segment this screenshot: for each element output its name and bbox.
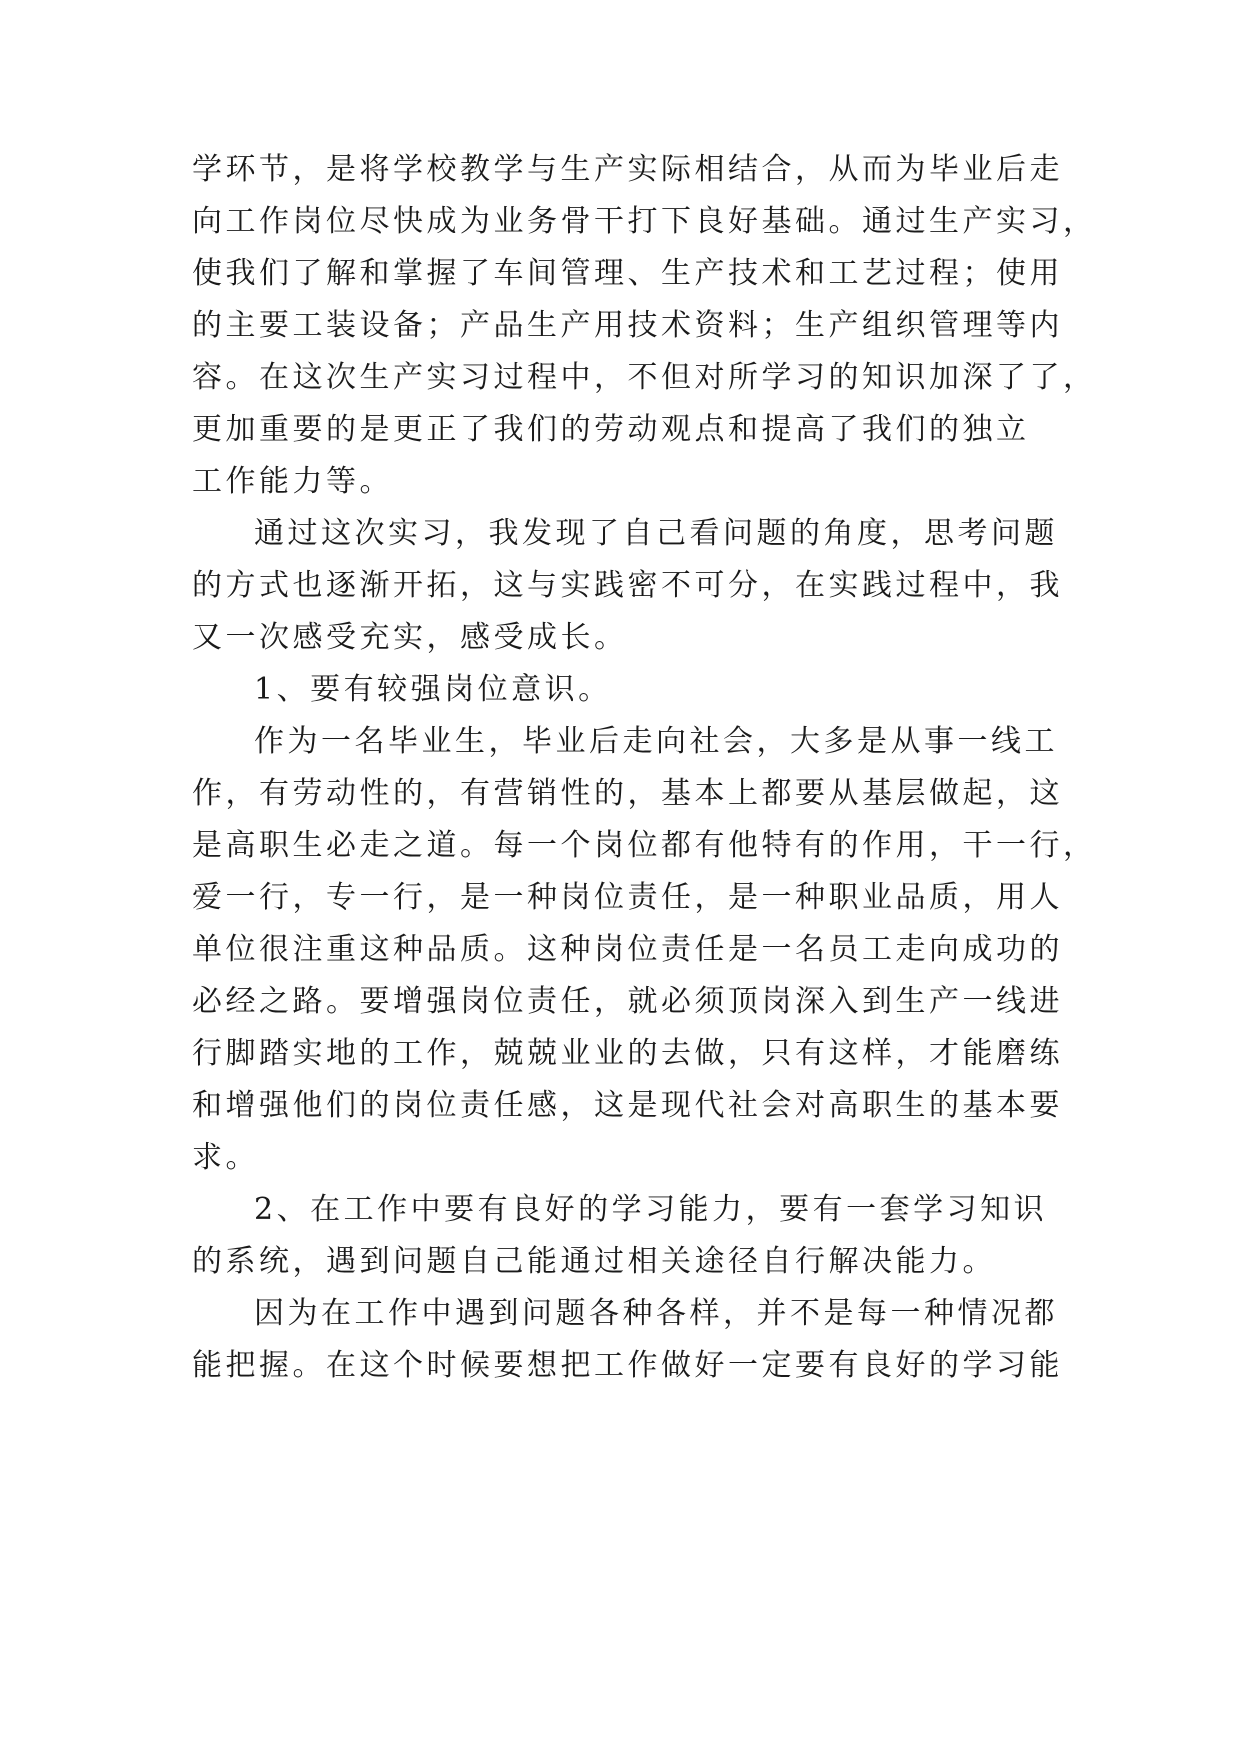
text-line: 和增强他们的岗位责任感，这是现代社会对高职生的基本要 (192, 1088, 1063, 1123)
text-line: 的方式也逐渐开拓，这与实践密不可分，在实践过程中，我 (192, 568, 1063, 603)
text-line: 因为在工作中遇到问题各种各样，并不是每一种情况都 (254, 1296, 1058, 1331)
text-line: 又一次感受充实，感受成长。 (192, 620, 628, 655)
text-line: 学环节，是将学校教学与生产实际相结合，从而为毕业后走 (192, 152, 1063, 187)
text-line: 通过这次实习，我发现了自己看问题的角度，思考问题 (254, 516, 1058, 551)
text-line: 使我们了解和掌握了车间管理、生产技术和工艺过程；使用 (192, 256, 1063, 291)
text-line: 向工作岗位尽快成为业务骨干打下良好基础。通过生产实习， (192, 204, 1097, 239)
text-line: 的系统，遇到问题自己能通过相关途径自行解决能力。 (192, 1244, 996, 1279)
text-line: 的主要工装设备；产品生产用技术资料；生产组织管理等内 (192, 308, 1063, 343)
text-line: 爱一行，专一行，是一种岗位责任，是一种职业品质，用人 (192, 880, 1063, 915)
section-heading: 1、要有较强岗位意识。 (254, 672, 612, 707)
text-line: 必经之路。要增强岗位责任，就必须顶岗深入到生产一线进 (192, 984, 1063, 1019)
section-heading: 2、在工作中要有良好的学习能力，要有一套学习知识 (254, 1192, 1048, 1227)
text-line: 是高职生必走之道。每一个岗位都有他特有的作用，干一行， (192, 828, 1097, 863)
text-line: 作，有劳动性的，有营销性的，基本上都要从基层做起，这 (192, 776, 1063, 811)
text-line: 能把握。在这个时候要想把工作做好一定要有良好的学习能 (192, 1348, 1063, 1383)
text-line: 求。 (192, 1140, 259, 1175)
text-line: 单位很注重这种品质。这种岗位责任是一名员工走向成功的 (192, 932, 1063, 967)
text-line: 工作能力等。 (192, 464, 393, 499)
text-line: 行脚踏实地的工作，兢兢业业的去做，只有这样，才能磨练 (192, 1036, 1063, 1071)
text-line: 容。在这次生产实习过程中，不但对所学习的知识加深了了， (192, 360, 1097, 395)
text-line: 更加重要的是更正了我们的劳动观点和提高了我们的独立 (192, 412, 1030, 447)
text-line: 作为一名毕业生，毕业后走向社会，大多是从事一线工 (254, 724, 1058, 759)
